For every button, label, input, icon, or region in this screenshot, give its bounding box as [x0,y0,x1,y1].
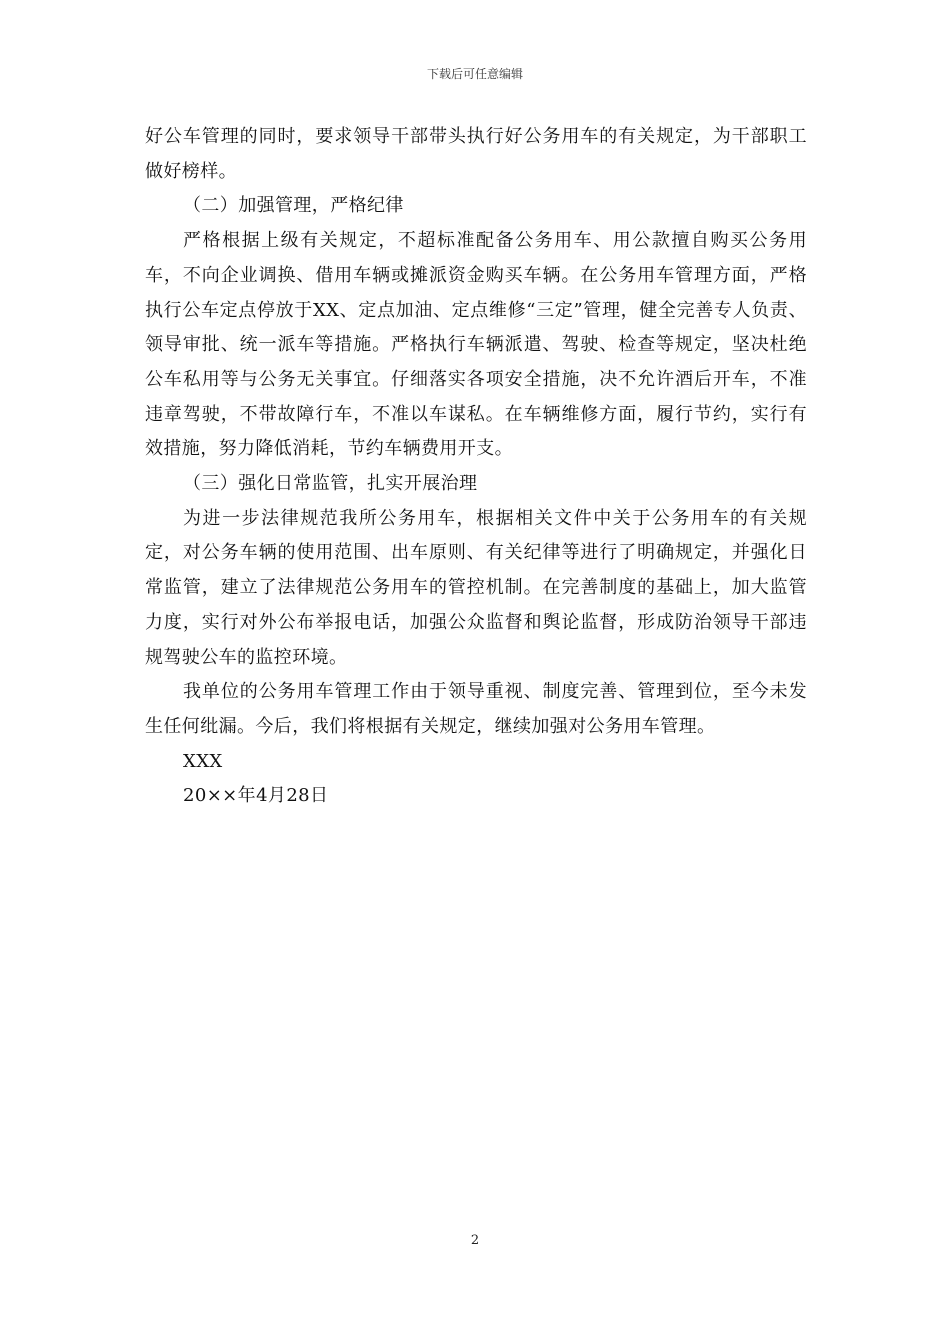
paragraph-continuation: 好公车管理的同时，要求领导干部带头执行好公务用车的有关规定，为干部职工做好榜样。 [145,126,807,182]
date-line: 20××年4月28日 [183,785,329,807]
paragraph-supervision: 为进一步法律规范我所公务用车，根据相关文件中关于公务用车的有关规定，对公务车辆的使用范围、出车原则、有关纪律等进行了明确规定，并强化日常监管，建立了法律规范公务用车的管控机制。在完善制度的基础上，加大监管力度，实行对外公布举报电话，加强公众监督和舆论监督，形成防治领导干部违规驾驶公车的监控环境。 [145,507,807,668]
page-number: 2 [470,1233,480,1248]
paragraph-management: 严格根据上级有关规定，不超标准配备公务用车、用公款擅自购买公务用车，不向企业调换、借用车辆或摊派资金购买车辆。在公务用车管理方面，严格执行公车定点停放于XX、定点加油、定点维修“三定”管理，健全完善专人负责、领导审批、统一派车等措施。严格执行车辆派遣、驾驶、检查等规定，坚决杜绝公车私用等与公务无关事宜。仔细落实各项安全措施，决不允许酒后开车，不准违章驾驶，不带故障行车，不准以车谋私。在车辆维修方面，履行节约，实行有效措施，努力降低消耗，节约车辆费用开支。 [145,230,807,460]
paragraph-conclusion: 我单位的公务用车管理工作由于领导重视、制度完善、管理到位，至今未发生任何纰漏。今后，我们将根据有关规定，继续加强对公务用车管理。 [145,681,807,737]
section-heading-3: （三）强化日常监管，扎实开展治理 [183,473,478,495]
section-heading-2: （二）加强管理，严格纪律 [183,195,404,217]
document-body [145,120,807,814]
signature: XXX [183,750,223,772]
page-header: 下载后可任意编辑 [426,67,523,81]
